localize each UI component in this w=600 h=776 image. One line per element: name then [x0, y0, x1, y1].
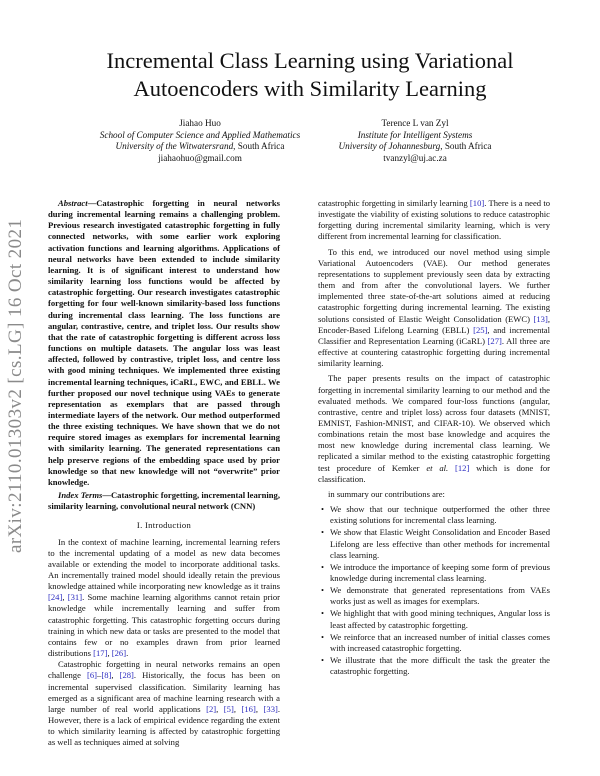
author-country: , South Africa [233, 141, 285, 152]
author-department: Institute for Intelligent Systems [357, 129, 473, 140]
arxiv-identifier [5, 175, 35, 575]
citation-link[interactable]: [16] [241, 703, 256, 714]
contribution-item: • We reinforce that an increased number of initial classes comes with increased catastrophic forgetting. [330, 632, 550, 654]
abstract-label: Abstract [58, 198, 88, 208]
author-name: Terence L van Zyl [381, 118, 449, 128]
index-terms-text: —Catastrophic forgetting, incremental learning, similarity learning, convolutional neural network (CNN) [48, 490, 280, 512]
citation-link[interactable]: [13] [533, 313, 548, 324]
author-name: Jiahao Huo [179, 118, 221, 128]
text-run: . There is a need to investigate the viability of existing solutions to reduce catastrophic forgetting during incremental similarity learning, which is very different from incremental learning for classification. [318, 198, 550, 242]
citation-link[interactable]: [24] [48, 592, 63, 603]
text-run: , and incremental Classifier and Representation Learning (iCaRL) [318, 324, 550, 346]
text-run: , [111, 670, 120, 681]
author-block-1 [85, 118, 315, 164]
citation-link[interactable]: [10] [469, 198, 485, 208]
citation-link[interactable]: [8] [101, 670, 112, 681]
text-run: et al. [426, 462, 449, 473]
contribution-item: • We introduce the importance of keeping some form of previous knowledge during incremental class learning. [330, 562, 550, 584]
text-run: which is done for classification. [318, 462, 550, 484]
citation-link[interactable]: [5] [223, 703, 234, 714]
text-run: , [216, 703, 224, 714]
text-run: . All three are effective at countering catastrophic forgetting during incremental similarity learning. [318, 335, 550, 369]
paper-title [60, 47, 560, 103]
right-paragraph-1 [318, 198, 550, 243]
index-terms [48, 490, 280, 512]
text-run [448, 463, 455, 473]
text-run: To this end, we introduced our novel method using simple Variational Autoencoders (VAE). Our method generates representations to supplement previously seen data by extracting them and from after the convolutional layers. We further implemented three state-of-the-art solutions aimed at reducing catastrophic forgetting during incremental learning. The existing solutions consisted of Elastic Weight Consolidation (EWC) [318, 246, 550, 324]
author-email[interactable]: jiahaohuo@gmail.com [158, 152, 242, 163]
citation-link[interactable]: [26] [111, 648, 127, 659]
author-affiliation [310, 141, 520, 153]
author-affiliation [85, 141, 315, 153]
title-line-1: Incremental Class Learning using Variational [106, 48, 514, 73]
abstract-text: —Catastrophic forgetting in neural networks during incremental learning remains a challenging problem. Previous research investigated catastrophic forgetting in fully connected networks, with some earlier work exploring activation functions and learning algorithms. Applications of neural networks have been extended to include similarity learning. It is of significant interest to understand how similarity learning loss functions would be affected by catastrophic forgetting. Our research investigates catastrophic forgetting for four well-known similarity-based loss functions during incremental class learning. The loss functions are angular, contrastive, centre, and triplet loss. Our results show that the rate of catastrophic forgetting is different across loss functions on multiple datasets. The angular loss was least affected, followed by contrastive, triplet loss, and centre loss with good mining techniques. We implemented three existing incremental learning techniques, iCaRL, EWC, and EBLL. We further proposed our novel technique using VAEs to generate representation as exemplars that are passed through intermediate layers of the network. Our method outperformed the three existing techniques. We have shown that we do not require stored images as exemplars for incremental learning with similarity learning. The generated representations can help preserve regions of the embedding space used by prior knowledge so that new knowledge will not “overwrite” prior knowledge. [48, 198, 280, 487]
contributions-intro: in summary our contributions are: [328, 488, 445, 499]
contribution-item: • We highlight that with good mining techniques, Angular loss is least affected by catastrophic forgetting. [330, 608, 550, 630]
text-run: . Historically, the focus has been on incremental supervised classification. Similarity learning has emerged as a significant area of machine learning research with a large number of real world applications [48, 670, 281, 714]
title-line-2: Autoencoders with Similarity Learning [133, 76, 487, 101]
text-run: The paper presents results on the impact of catastrophic forgetting in incremental similarity learning to our method and the evaluated methods. We compared four-loss functions (angular, contrastive, centre and triplet loss) across four datasets (MNIST, EMNIST, Fashion-MNIST, and CIFAR-10). We observed which combinations retain the most base knowledge and acquires the most new knowledge during incremental class learning. We replicated a similar method to the existing catastrophic forgetting test procedure of Kemker [318, 373, 550, 473]
contribution-item: • We illustrate that the more difficult the task the greater the catastrophic forgetting. [330, 655, 550, 677]
text-run: , Encoder-Based Lifelong Learning (EBLL) [318, 313, 550, 335]
contribution-item: • We demonstrate that generated representations from VAEs works just as well as images for exemplars. [330, 585, 550, 607]
author-email[interactable]: tvanzyl@uj.ac.za [383, 152, 447, 163]
citation-link[interactable]: [28] [119, 670, 134, 681]
text-run: , [233, 703, 242, 714]
arxiv-identifier-text: arXiv:2110.01303v2 [cs.LG] 16 Oct 2021 [5, 218, 26, 553]
text-run: Catastrophic forgetting in neural networks remains an open challenge [48, 659, 280, 681]
contribution-item: • We show that our technique outperformed the other three existing solutions for incremental class learning. [330, 504, 550, 526]
citation-link[interactable]: [2] [206, 703, 217, 714]
citation-link[interactable]: [6] [87, 670, 98, 681]
section-heading: I. Introduction [136, 520, 192, 531]
author-university: University of Johannesburg [338, 141, 441, 152]
intro-paragraph-2 [48, 659, 280, 748]
citation-link[interactable]: [33] [263, 703, 278, 714]
abstract [48, 198, 280, 488]
right-column [318, 198, 550, 678]
citation-link[interactable]: [12] [455, 462, 470, 473]
text-run: catastrophic forgetting in similarly learning [318, 198, 470, 208]
text-run: , [255, 703, 264, 714]
index-terms-label: Index Terms [58, 490, 103, 501]
author-block-2 [310, 118, 520, 164]
text-run: . [126, 648, 129, 659]
author-country: , South Africa [440, 141, 492, 152]
text-run: , [62, 592, 68, 603]
intro-paragraph-1 [48, 537, 280, 660]
text-run: , [107, 648, 112, 659]
contributions-list [318, 504, 550, 677]
citation-link[interactable]: [17] [93, 648, 108, 659]
contribution-item: • We show that Elastic Weight Consolidation and Encoder Based Lifelong are less effective than other methods for incremental class learning. [330, 527, 550, 560]
citation-link[interactable]: [25] [473, 324, 488, 335]
text-run: . Some machine learning algorithms cannot retain prior knowledge while incrementally learning and suffer from catastrophic forgetting. This catastrophic forgetting occurs during training in which new data or tasks are presented to the model that contains few or no examples drawn from prior learned distributions [48, 592, 280, 659]
citation-link[interactable]: [31] [67, 592, 83, 603]
right-paragraph-2 [318, 247, 550, 370]
text-run: – [97, 670, 102, 681]
left-column [48, 198, 280, 749]
text-run: . However, there is a lack of empirical evidence regarding the extent to which similarity learning is affected by catastrophic forgetting as well as techniques aimed at solving [48, 703, 281, 748]
citation-link[interactable]: [27] [487, 335, 502, 346]
author-department: School of Computer Science and Applied Mathematics [99, 129, 301, 140]
author-university: University of the Witwatersrand [115, 141, 234, 152]
text-run: In the context of machine learning, incremental learning refers to the incremental updating of a model as new data becomes available or extending the model to incorporate additional tasks. An incrementally trained model should ideally retain the previous knowledge attained while incorporating new knowledge as it trains [48, 536, 280, 592]
right-paragraph-3 [318, 373, 550, 485]
